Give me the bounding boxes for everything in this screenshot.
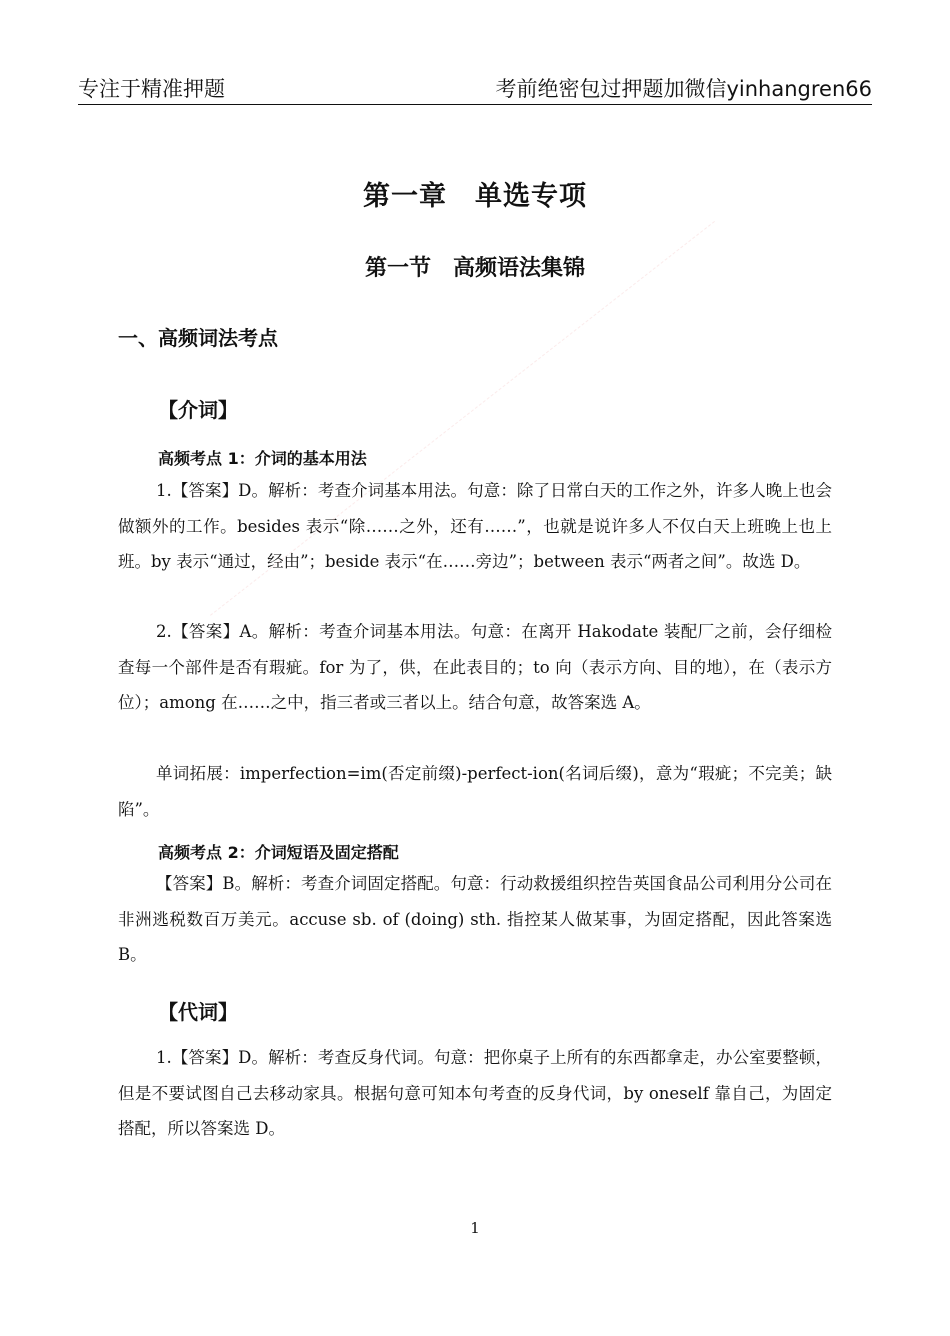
answer-paragraph-2: 2.【答案】A。解析：考查介词基本用法。句意：在离开 Hakodate 装配厂之前，会仔细检查每一个部件是否有瑕疵。for 为了，供，在此表目的；to 向（表示方向、目的地），在（表示方位）；among 在……之中，指三者或三者以上。结合句意，故答案选 A。 [118,622,832,712]
section-title: 第一节 高频语法集锦 [364,256,585,281]
chapter-title: 第一章 单选专项 [363,181,587,212]
header-right-text: 考前绝密包过押题加微信yinhangren66 [495,77,872,101]
header-left-text: 专注于精准押题 [78,77,225,101]
page-number: 1 [470,1219,480,1237]
vocab-extension: 单词拓展：imperfection=im(否定前缀)-perfect-ion(名词后缀)，意为“瑕疵；不完美；缺陷”。 [118,764,832,819]
answer-paragraph-4: 1.【答案】D。解析：考查反身代词。句意：把你桌子上所有的东西都拿走，办公室要整顿，但是不要试图自己去移动家具。根据句意可知本句考查的反身代词，by oneself 靠自己，为固定搭配，所以答案选 D。 [118,1048,832,1138]
key-point-1: 高频考点 1：介词的基本用法 [158,449,367,468]
label-preposition: 【介词】 [158,398,238,422]
watermark [210,221,741,650]
key-point-2: 高频考点 2：介词短语及固定搭配 [158,843,399,862]
label-pronoun: 【代词】 [158,1000,238,1024]
page-header [78,70,872,105]
answer-paragraph-1: 1.【答案】D。解析：考查介词基本用法。句意：除了日常白天的工作之外，许多人晚上也会做额外的工作。besides 表示“除……之外，还有……”，也就是说许多人不仅白天上班晚上也上班。by 表示“通过，经由”；beside 表示“在……旁边”；between 表示“两者之间”。故选 D。 [118,481,832,571]
answer-paragraph-3: 【答案】B。解析：考查介词固定搭配。句意：行动救援组织控告英国食品公司利用分公司在非洲逃税数百万美元。accuse sb. of (doing) sth. 指控某人做某事，为固定搭配，因此答案选 B。 [118,874,832,964]
heading-lexical-points: 一、高频词法考点 [118,326,278,350]
